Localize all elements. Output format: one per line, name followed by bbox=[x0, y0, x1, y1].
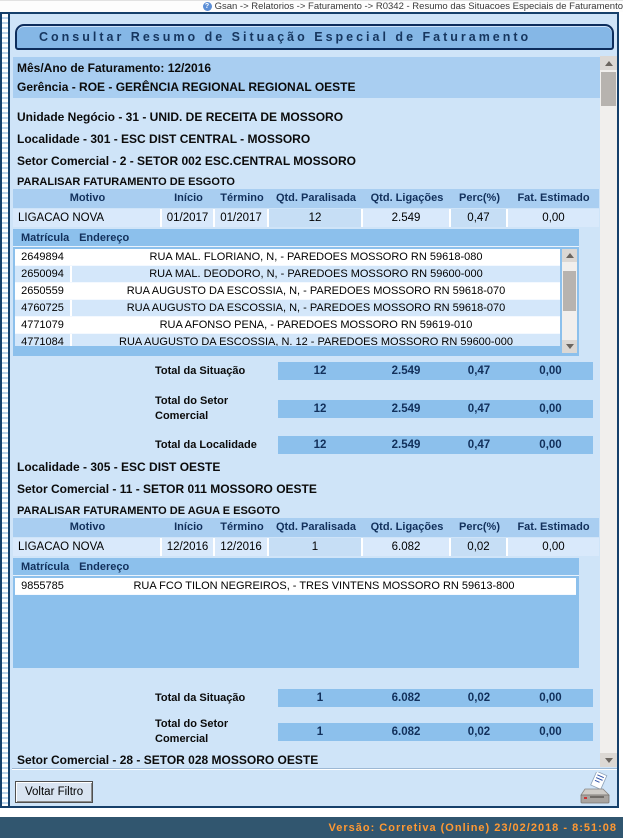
version-text: Versão: Corretiva (Online) 23/02/2018 - 8:51:08 bbox=[328, 821, 617, 834]
total-qtd-paralisada: 12 bbox=[313, 365, 327, 377]
localidade-line-2: Localidade - 305 - ESC DIST OESTE bbox=[17, 460, 221, 474]
total-qtd-paralisada: 1 bbox=[316, 726, 324, 738]
total-label: Total da Situação bbox=[155, 692, 246, 704]
cell-perc: 0,47 bbox=[451, 209, 508, 227]
total-qtd-ligacoes: 6.082 bbox=[391, 692, 421, 704]
total-qtd-ligacoes: 2.549 bbox=[391, 439, 421, 451]
triangle-down-icon bbox=[605, 758, 613, 763]
endereco-value: RUA AUGUSTO DA ESCOSSIA, N. 12 - PAREDOES MOSSORO RN 59600-000 bbox=[72, 334, 560, 346]
cell-inicio: 12/2016 bbox=[162, 538, 215, 556]
matricula-value: 9855785 bbox=[15, 578, 72, 594]
total-perc: 0,02 bbox=[467, 726, 491, 738]
total-values bbox=[278, 723, 593, 741]
scrollbar-thumb[interactable] bbox=[601, 72, 616, 106]
total-perc: 0,47 bbox=[467, 403, 491, 415]
endereco-value: RUA AUGUSTO DA ESCOSSIA, N, - PAREDOES MOSSORO RN 59618-070 bbox=[72, 283, 560, 299]
scroll-up-button[interactable] bbox=[562, 249, 577, 262]
total-values bbox=[278, 362, 593, 380]
scrollbar-thumb[interactable] bbox=[563, 271, 576, 311]
matricula-table-header bbox=[13, 558, 579, 576]
report-frame bbox=[0, 12, 619, 808]
total-qtd-ligacoes: 6.082 bbox=[391, 726, 421, 738]
cell-termino: 12/2016 bbox=[215, 538, 269, 556]
total-setor-2 bbox=[12, 717, 600, 749]
cell-inicio: 01/2017 bbox=[162, 209, 215, 227]
cell-termino: 01/2017 bbox=[215, 209, 269, 227]
total-setor-1 bbox=[12, 394, 600, 426]
cell-qtd-paralisada: 12 bbox=[269, 209, 363, 227]
cell-perc: 0,02 bbox=[451, 538, 508, 556]
print-icon[interactable] bbox=[578, 772, 612, 806]
version-footer bbox=[0, 817, 623, 838]
total-fat-estimado: 0,00 bbox=[539, 692, 562, 704]
total-perc: 0,02 bbox=[467, 692, 491, 704]
gerencia-line: Gerência - ROE - GERÊNCIA REGIONAL REGIONAL OESTE bbox=[17, 80, 356, 94]
mes-ano-label: Mês/Ano de Faturamento: bbox=[17, 61, 165, 75]
mes-ano-line bbox=[17, 59, 600, 78]
cell-motivo: LIGACAO NOVA bbox=[13, 209, 162, 227]
total-fat-estimado: 0,00 bbox=[539, 439, 562, 451]
cell-motivo: LIGACAO NOVA bbox=[13, 538, 162, 556]
col-qtd-paralisada: Qtd. Paralisada bbox=[275, 192, 357, 204]
total-label: Total do Setor Comercial bbox=[155, 718, 229, 745]
matricula-value: 4760725 bbox=[15, 300, 72, 316]
col-perc: Perc(%) bbox=[459, 521, 500, 533]
page-title: Consultar Resumo de Situação Especial de Faturamento bbox=[15, 24, 614, 50]
situacao-table-2 bbox=[13, 518, 599, 556]
scroll-up-button[interactable] bbox=[600, 56, 617, 70]
col-inicio: Início bbox=[174, 192, 203, 204]
endereco-value: RUA MAL. DEODORO, N, - PAREDOES MOSSORO RN 59600-000 bbox=[72, 266, 560, 282]
situacao-table-1 bbox=[13, 189, 599, 227]
situacao-especial-line-1: PARALISAR FATURAMENTO DE ESGOTO bbox=[17, 176, 235, 188]
breadcrumb bbox=[0, 0, 623, 12]
situacao-table-header bbox=[13, 518, 599, 537]
mes-ano-value: 12/2016 bbox=[167, 61, 212, 75]
total-values bbox=[278, 689, 593, 707]
matricula-row bbox=[15, 283, 560, 300]
total-localidade-1 bbox=[12, 436, 600, 455]
situacao-table-row bbox=[13, 538, 599, 556]
matricula-table-2 bbox=[13, 558, 579, 668]
endereco-value: RUA MAL. FLORIANO, N, - PAREDOES MOSSORO RN 59618-080 bbox=[72, 249, 560, 265]
col-endereco: Endereço bbox=[79, 232, 130, 244]
report-content bbox=[12, 14, 617, 806]
matricula-value: 4771084 bbox=[15, 334, 72, 346]
situacao-especial-line-2: PARALISAR FATURAMENTO DE AGUA E ESGOTO bbox=[17, 505, 280, 517]
breadcrumb-path: Gsan -> Relatorios -> Faturamento -> R0342 - Resumo das Situacoes Especiais de Faturamento bbox=[214, 1, 623, 12]
matricula-row bbox=[15, 300, 560, 317]
setor-comercial-line-2: Setor Comercial - 11 - SETOR 011 MOSSORO OESTE bbox=[17, 482, 317, 496]
endereco-value: RUA FCO TILON NEGREIROS, - TRES VINTENS MOSSORO RN 59613-800 bbox=[72, 578, 576, 594]
filter-summary-band bbox=[13, 57, 600, 98]
cell-qtd-ligacoes: 6.082 bbox=[363, 538, 451, 556]
total-qtd-paralisada: 12 bbox=[313, 403, 327, 415]
triangle-up-icon bbox=[566, 253, 574, 258]
matricula-value: 2650094 bbox=[15, 266, 72, 282]
col-termino: Término bbox=[220, 521, 264, 533]
triangle-down-icon bbox=[566, 344, 574, 349]
total-values bbox=[278, 436, 593, 454]
situacao-table-header bbox=[13, 189, 599, 208]
total-label: Total da Localidade bbox=[155, 439, 257, 451]
col-matricula: Matrícula bbox=[21, 232, 70, 244]
col-matricula: Matrícula bbox=[21, 561, 70, 573]
setor-comercial-line-1: Setor Comercial - 2 - SETOR 002 ESC.CENTRAL MOSSORO bbox=[17, 154, 356, 168]
matricula-value: 2649894 bbox=[15, 249, 72, 265]
matricula-value: 4771079 bbox=[15, 317, 72, 333]
main-vertical-scrollbar[interactable] bbox=[600, 56, 617, 767]
total-situacao-1 bbox=[12, 362, 600, 381]
col-motivo: Motivo bbox=[69, 521, 106, 533]
cell-fat-estimado: 0,00 bbox=[508, 209, 599, 227]
total-fat-estimado: 0,00 bbox=[539, 726, 562, 738]
matricula-table-header bbox=[13, 229, 579, 247]
total-fat-estimado: 0,00 bbox=[539, 365, 562, 377]
setor-comercial-line-3: Setor Comercial - 28 - SETOR 028 MOSSORO OESTE bbox=[17, 753, 319, 767]
matricula-row bbox=[15, 249, 560, 266]
total-fat-estimado: 0,00 bbox=[539, 403, 562, 415]
matricula-value: 2650559 bbox=[15, 283, 72, 299]
matricula-row bbox=[15, 578, 576, 595]
matricula-row bbox=[15, 334, 560, 346]
col-termino: Término bbox=[220, 192, 264, 204]
matricula-table-1 bbox=[13, 229, 579, 356]
total-qtd-paralisada: 12 bbox=[313, 439, 327, 451]
total-qtd-ligacoes: 2.549 bbox=[391, 365, 421, 377]
total-label: Total do Setor Comercial bbox=[155, 395, 229, 422]
col-fat-estimado: Fat. Estimado bbox=[517, 521, 590, 533]
total-values bbox=[278, 400, 593, 418]
total-label: Total da Situação bbox=[155, 365, 246, 377]
unidade-negocio-line: Unidade Negócio - 31 - UNID. DE RECEITA DE MOSSORO bbox=[17, 110, 344, 124]
matricula-rows-viewport bbox=[15, 249, 560, 346]
total-perc: 0,47 bbox=[467, 365, 491, 377]
voltar-filtro-button[interactable]: Voltar Filtro bbox=[15, 781, 93, 803]
scroll-down-button[interactable] bbox=[600, 753, 617, 767]
cell-qtd-ligacoes: 2.549 bbox=[363, 209, 451, 227]
cell-qtd-paralisada: 1 bbox=[269, 538, 363, 556]
matricula-rows-viewport bbox=[15, 578, 576, 596]
endereco-value: RUA AUGUSTO DA ESCOSSIA, N, - PAREDOES MOSSORO RN 59618-070 bbox=[72, 300, 560, 316]
col-qtd-paralisada: Qtd. Paralisada bbox=[275, 521, 357, 533]
scroll-down-button[interactable] bbox=[562, 340, 577, 353]
action-bar bbox=[12, 769, 617, 806]
endereco-value: RUA AFONSO PENA, - PAREDOES MOSSORO RN 59619-010 bbox=[72, 317, 560, 333]
total-qtd-paralisada: 1 bbox=[316, 692, 324, 704]
col-inicio: Início bbox=[174, 521, 203, 533]
matricula-row bbox=[15, 317, 560, 334]
frame-left-border bbox=[2, 14, 10, 806]
matricula-scrollbar[interactable] bbox=[562, 249, 577, 353]
cell-fat-estimado: 0,00 bbox=[508, 538, 599, 556]
col-motivo: Motivo bbox=[69, 192, 106, 204]
localidade-line-1: Localidade - 301 - ESC DIST CENTRAL - MOSSORO bbox=[17, 132, 311, 146]
situacao-table-row bbox=[13, 209, 599, 227]
triangle-up-icon bbox=[605, 61, 613, 66]
col-perc: Perc(%) bbox=[459, 192, 500, 204]
col-qtd-ligacoes: Qtd. Ligações bbox=[370, 192, 444, 204]
help-icon[interactable]: ? bbox=[203, 2, 212, 11]
total-qtd-ligacoes: 2.549 bbox=[391, 403, 421, 415]
col-endereco: Endereço bbox=[79, 561, 130, 573]
col-fat-estimado: Fat. Estimado bbox=[517, 192, 590, 204]
total-perc: 0,47 bbox=[467, 439, 491, 451]
total-situacao-2 bbox=[12, 689, 600, 708]
col-qtd-ligacoes: Qtd. Ligações bbox=[370, 521, 444, 533]
matricula-row bbox=[15, 266, 560, 283]
